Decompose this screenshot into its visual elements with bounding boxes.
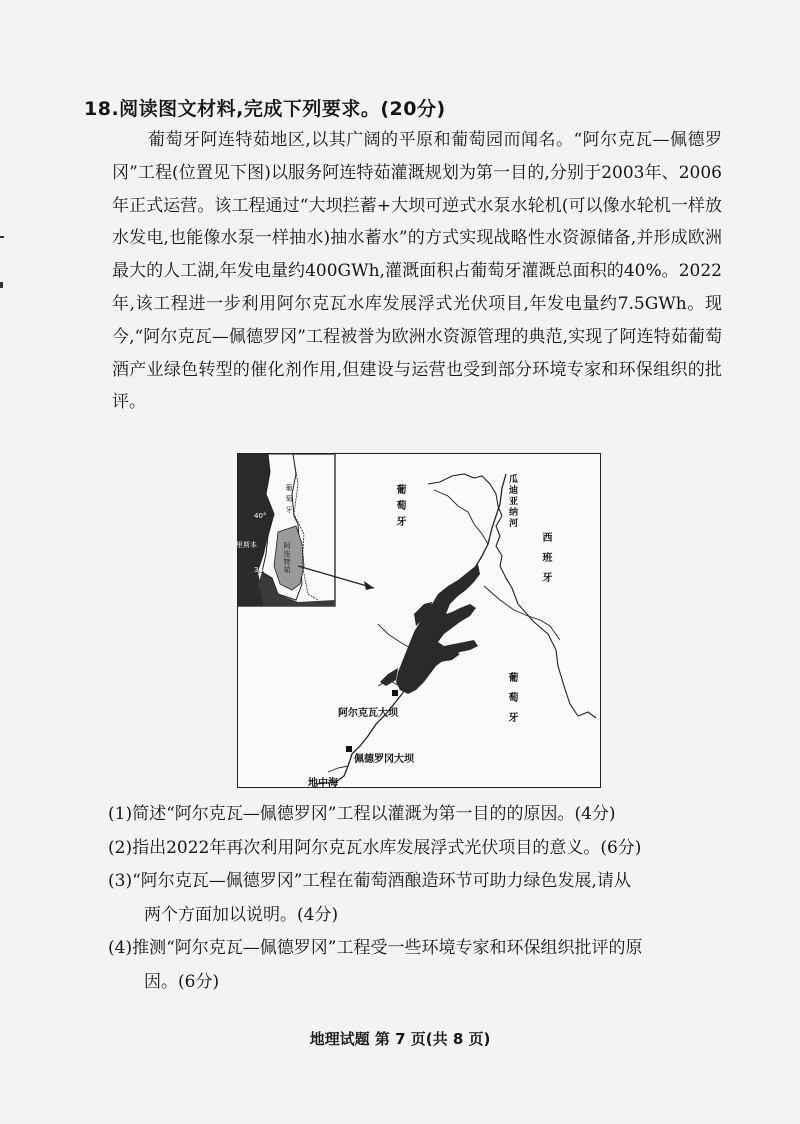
pointer-arrow-head — [364, 581, 374, 590]
guadiana-river — [316, 474, 506, 784]
sub-question-4-text: (4)推测“阿尔克瓦—佩德罗冈”工程受一些环境专家和环保组织批评的原 — [108, 938, 643, 958]
inset-lat-40-label: 40° — [254, 512, 267, 520]
tributary — [328, 766, 348, 772]
sub-question-3-cont: 两个方面加以说明。(4分) — [144, 904, 339, 925]
sub-question-2 — [108, 832, 728, 866]
sub-question-3-text: (3)“阿尔克瓦—佩德罗冈”工程在葡萄酒酿造环节可助力绿色发展,请从 — [108, 871, 631, 891]
question-material: 葡萄牙阿连特茹地区,以其广阔的平原和葡萄园而闻名。“阿尔克瓦—佩德罗冈”工程(位置见下图)以服务阿连特茹灌溉规划为第一目的,分别于2003年、2006年正式运营。该工程通过“大坝拦蓄+大坝可逆式水泵水轮机(可以像水轮机一样放水发电,也能像水泵一样抽水)抽水蓄水”的方式实现战略性水资源储备,并形成欧洲最大的人工湖,年发电量约400GWh,灌溉面积占葡萄牙灌溉总面积的40%。2022年,该工程进一步利用阿尔克瓦水库发展浮式光伏项目,年发电量约7.5GWh。现今,“阿尔克瓦—佩德罗冈”工程被誉为欧洲水资源管理的典范,实现了阿连特茹葡萄酒产业绿色转型的催化剂作用,但建设与运营也受到部分环境专家和环保组织的批评。 — [112, 130, 722, 413]
portugal-label-right: 葡萄牙 — [506, 672, 517, 732]
tributary — [434, 490, 488, 544]
page-footer: 地理试题 第 7 页(共 8 页) — [309, 1030, 491, 1048]
sub-question-list — [108, 798, 728, 999]
alqueva-dam-marker — [392, 690, 398, 696]
sub-question-4-cont: 因。(6分) — [144, 971, 220, 992]
spain-label: 西班牙 — [540, 532, 551, 592]
inset-lat-38-label: 38° — [254, 566, 267, 574]
scan-edge-mark — [0, 282, 3, 288]
alqueva-reservoir — [396, 564, 480, 694]
sub-question-2-text: (2)指出2022年再次利用阿尔克瓦水库发展浮式光伏项目的意义。(6分) — [108, 837, 642, 858]
pedrogao-dam-marker — [346, 746, 352, 752]
inset-country-label: 葡萄牙 — [285, 484, 293, 517]
map-figure — [237, 453, 601, 788]
inset-capital-label: 里斯本 — [236, 541, 257, 549]
guadiana-river-label: 瓜迪亚纳河 — [507, 474, 517, 529]
sub-question-1-text: (1)简述“阿尔克瓦—佩德罗冈”工程以灌溉为第一目的的原因。(4分) — [108, 804, 616, 824]
tributary — [484, 586, 560, 640]
sub-question-3 — [108, 865, 728, 932]
sub-question-1 — [108, 798, 728, 832]
question-title: 18.阅读图文材料,完成下列要求。(20分) — [84, 98, 446, 120]
pedrogao-dam-label: 佩德罗冈大坝 — [354, 754, 414, 765]
sub-question-4 — [108, 932, 728, 999]
portugal-label-left: 葡萄牙 — [394, 484, 405, 532]
mediterranean-label: 地中海 — [308, 778, 338, 789]
alqueva-dam-label: 阿尔克瓦大坝 — [338, 708, 398, 719]
inset-region-label: 阿连特茹 — [283, 542, 291, 574]
scan-edge-mark — [0, 236, 4, 238]
